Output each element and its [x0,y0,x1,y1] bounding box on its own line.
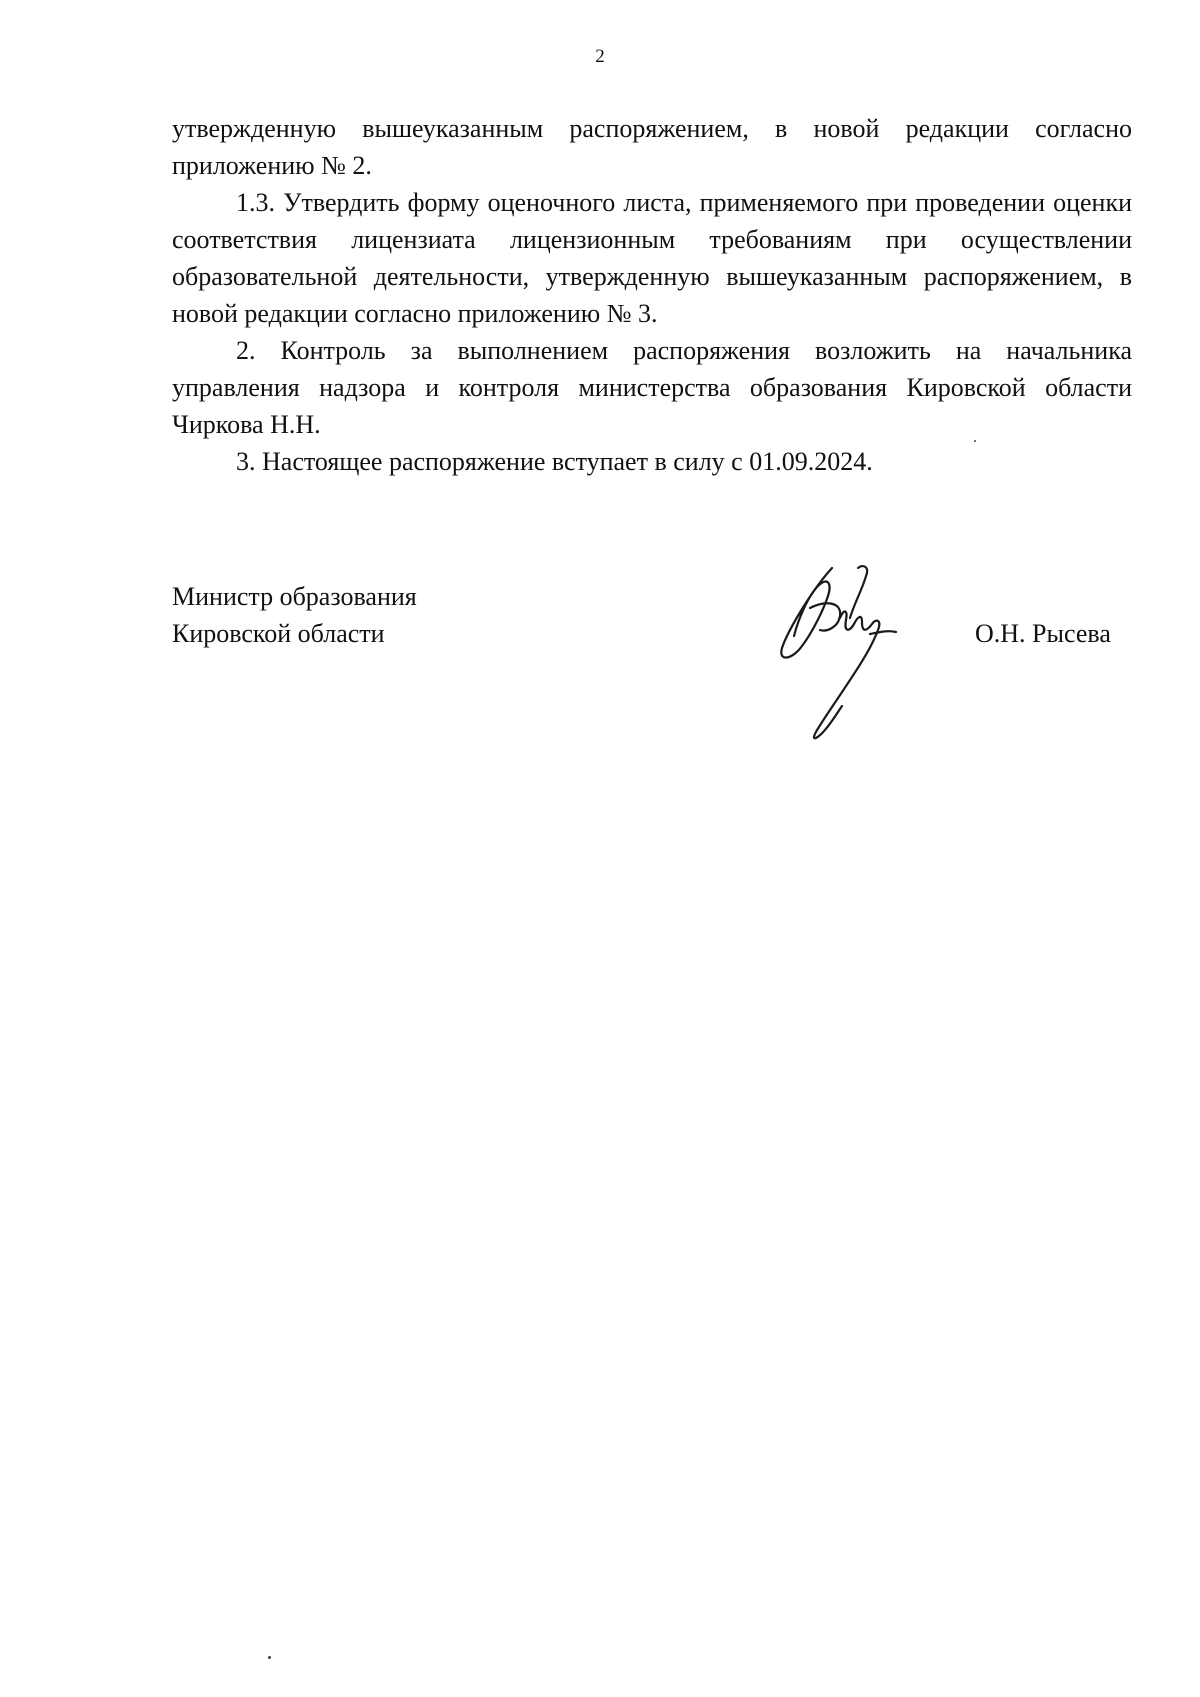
document-body [172,110,1132,480]
handwritten-signature [770,560,950,750]
paragraph-3: 3. Настоящее распоряжение вступает в силу с 01.09.2024. [236,447,873,476]
signatory-position-line-2: Кировской области [172,619,385,648]
signatory-position-line-1: Министр образования [172,582,417,611]
signatory-name: О.Н. Рысева [975,619,1111,648]
signatory-position [172,578,417,652]
paragraph-continuation: утвержденную вышеуказанным распоряжением, в новой редакции согласно приложению № 2. [172,114,1132,180]
paragraph-2: 2. Контроль за выполнением распоряжения возложить на начальника управления надзора и контроля министерства образования Кировской области Чиркова Н.Н. [172,336,1132,439]
page-number: 2 [595,46,605,67]
scan-speck [974,440,976,442]
paragraph-1-3: 1.3. Утвердить форму оценочного листа, применяемого при проведении оценки соответствия лицензиата лицензионным требованиям при осуществлении образовательной деятельности, утвержденную вышеуказанным распоряжением, в новой редакции согласно приложению № 3. [172,188,1132,328]
scan-speck [268,1656,271,1659]
